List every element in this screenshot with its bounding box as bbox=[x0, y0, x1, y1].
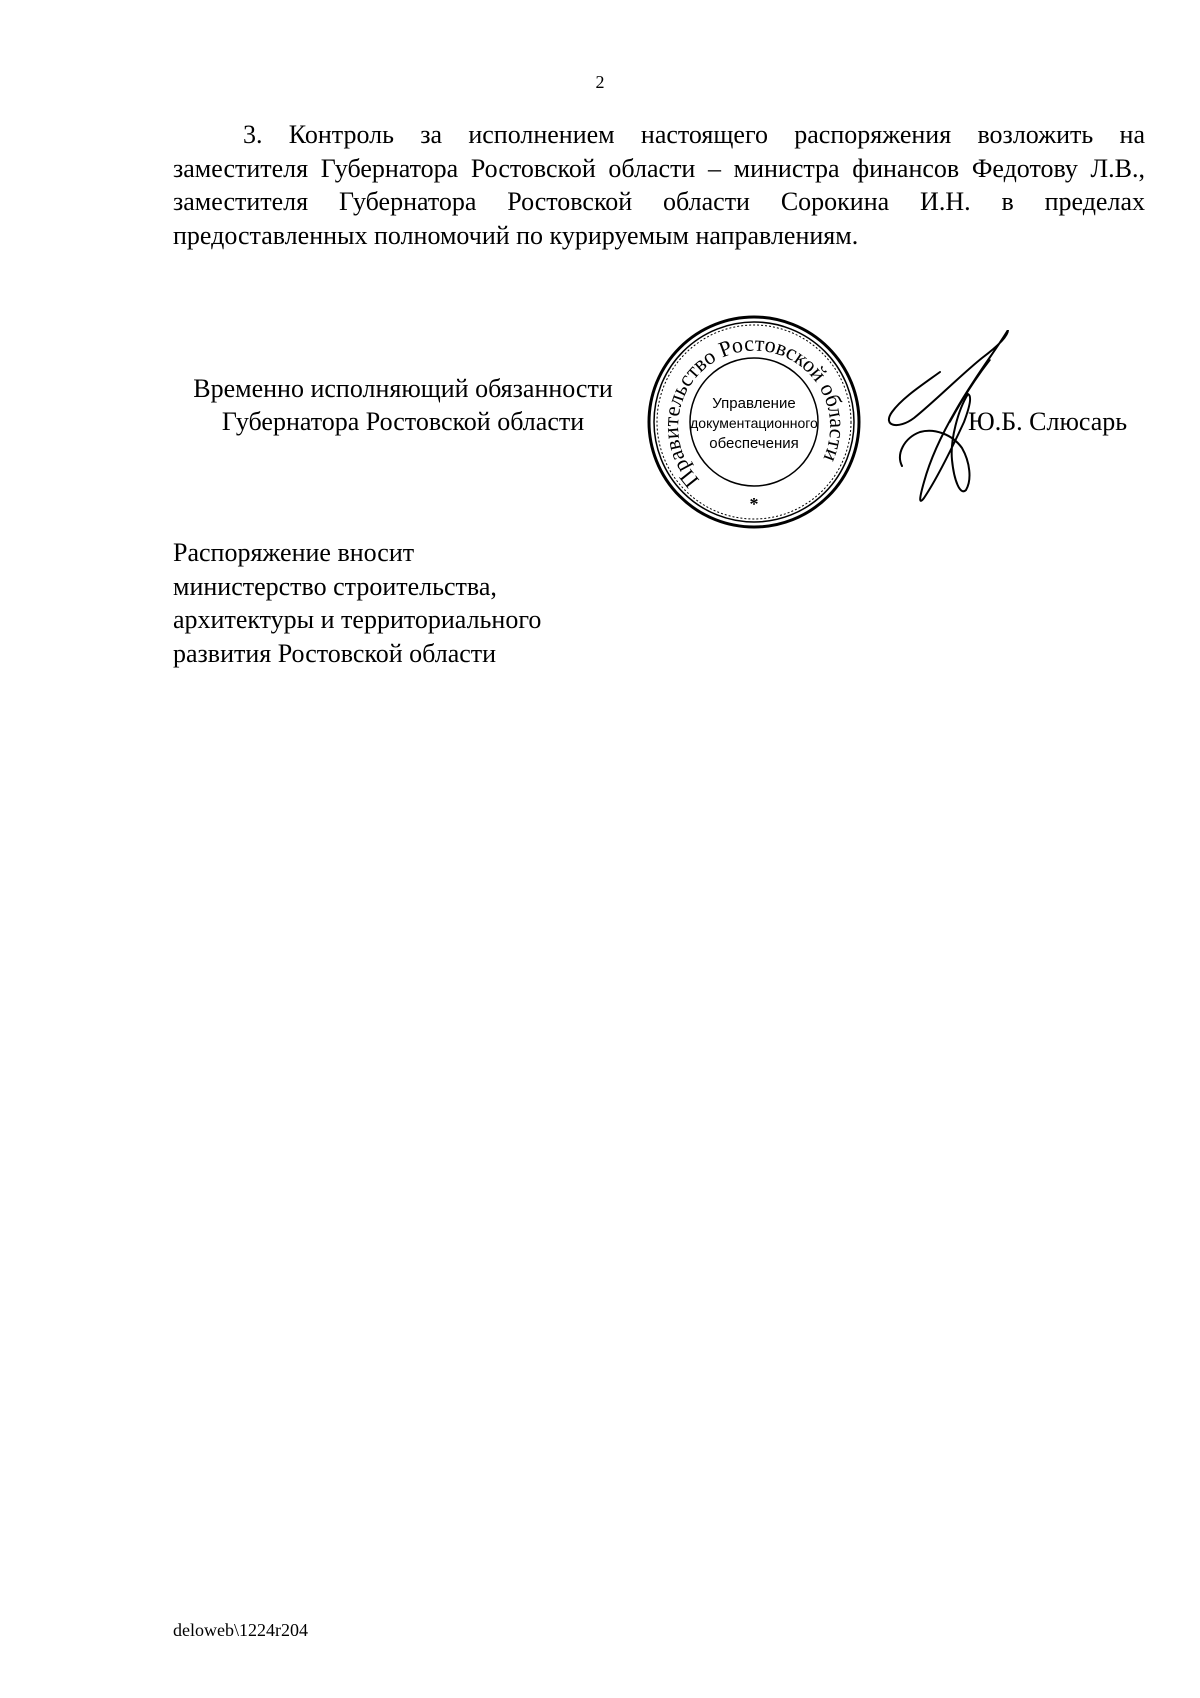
signer-position-line-2: Губернатора Ростовской области bbox=[221, 407, 585, 436]
page-number: 2 bbox=[595, 72, 605, 92]
submitter-line-1: Распоряжение вносит bbox=[173, 538, 415, 567]
official-seal bbox=[644, 312, 864, 532]
seal-ring-text: Правительство Ростовской области bbox=[657, 330, 851, 493]
signer-position bbox=[173, 372, 633, 438]
submitter-line-2: министерство строительства, bbox=[173, 571, 497, 601]
document-code: deloweb\1224r204 bbox=[173, 1620, 308, 1640]
paragraph-3-control: 3. Контроль за исполнением настоящего распоряжения возложить на заместителя Губернатора Ростовской области – министра финансов Федотову Л.В., заместителя Губернатора Ростовской области Сорокина И.Н. в пределах предоставленных полномочий по курируемым направлениям. bbox=[173, 120, 1145, 250]
submitter-line-3: архитектуры и территориального bbox=[173, 605, 542, 634]
submitter-block bbox=[173, 536, 541, 670]
seal-center-line-1: Управление bbox=[712, 395, 796, 412]
seal-center-line-3: обеспечения bbox=[709, 435, 799, 452]
signer-name: Ю.Б. Слюсарь bbox=[968, 407, 1128, 436]
seal-center-line-2: документационного bbox=[690, 415, 818, 431]
signer-position-line-1: Временно исполняющий обязанности bbox=[193, 374, 613, 403]
seal-star: * bbox=[749, 494, 759, 514]
submitter-line-4: развития Ростовской области bbox=[173, 638, 497, 668]
